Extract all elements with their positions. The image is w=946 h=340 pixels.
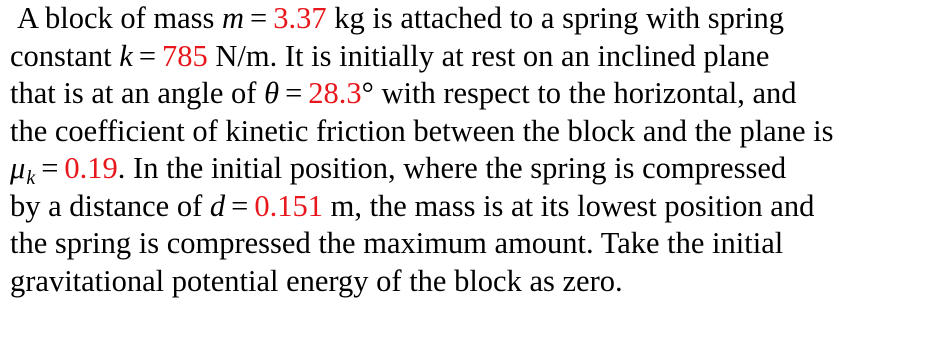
text-segment: the coefficient of kinetic friction between the block and the plane is (10, 113, 834, 148)
problem-line-4 (10, 113, 940, 151)
equals-sign: = (250, 1, 268, 35)
compression-variable: d (209, 188, 226, 223)
text-segment: . It is initially at rest on an inclined plane (269, 38, 770, 73)
text-segment: A block of mass (17, 1, 223, 35)
text-segment: constant (10, 38, 120, 73)
degree-symbol: ° (361, 76, 374, 110)
problem-line-6 (10, 188, 940, 226)
friction-coefficient-value: 0.19 (64, 151, 118, 185)
spring-constant-variable: k (119, 38, 133, 73)
text-segment: with respect to the horizontal, and (373, 76, 797, 110)
text-segment: the spring is compressed the maximum amount. Take the initial (10, 226, 784, 260)
text-segment: kg is attached to a spring with spring (326, 1, 785, 35)
equals-sign: = (231, 188, 249, 223)
friction-subscript: k (26, 167, 36, 189)
text-segment: that is at an angle of (10, 76, 265, 110)
equals-sign: = (41, 151, 59, 185)
problem-line-5 (10, 150, 940, 188)
text-segment: , the mass is at its lowest position and (354, 188, 815, 223)
mass-variable: m (222, 1, 245, 35)
text-segment: . In the initial position, where the spring is compressed (117, 151, 787, 185)
mass-value: 3.37 (273, 1, 327, 35)
text-segment: gravitational potential energy of the block as zero. (10, 263, 623, 298)
problem-line-1 (10, 0, 940, 38)
equals-sign: = (138, 38, 157, 73)
problem-line-7 (10, 225, 940, 263)
friction-coefficient-variable: μ (10, 151, 26, 185)
angle-value: 28.3 (308, 76, 362, 110)
problem-statement (10, 0, 940, 300)
spring-constant-value: 785 (162, 38, 208, 73)
compression-unit: m (322, 188, 355, 223)
problem-line-2 (10, 38, 940, 76)
problem-line-3 (10, 75, 940, 113)
text-segment: by a distance of (10, 188, 210, 223)
compression-value: 0.151 (254, 188, 323, 223)
equals-sign: = (285, 76, 303, 110)
spring-constant-unit: N/m (207, 38, 270, 73)
angle-variable: θ (264, 76, 280, 110)
problem-line-8 (10, 263, 940, 301)
